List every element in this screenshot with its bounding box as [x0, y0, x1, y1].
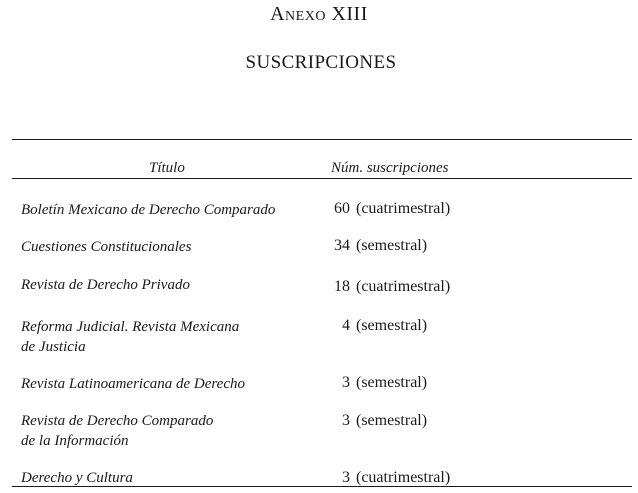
row-count-period: (semestral) [356, 412, 428, 429]
column-header-title: Título [149, 160, 185, 176]
row-count-number: 3 [342, 469, 350, 486]
row-count [330, 468, 540, 488]
row-count-period: (semestral) [356, 237, 428, 254]
row-count-period: (cuatrimestral) [356, 200, 451, 217]
row-count [330, 316, 540, 336]
section-title: SUSCRIPCIONES [245, 52, 397, 73]
row-count-number: 34 [334, 237, 350, 254]
row-count [330, 277, 540, 297]
row-count-number: 3 [342, 374, 350, 391]
row-count-period: (semestral) [356, 374, 428, 391]
row-count-period: (semestral) [356, 317, 428, 334]
row-count-period: (cuatrimestral) [356, 469, 451, 486]
row-count-number: 3 [342, 412, 350, 429]
row-title: Reforma Judicial. Revista Mexicana de Justicia [21, 319, 240, 355]
header-rule [12, 178, 632, 179]
row-count [330, 411, 540, 431]
row-count-number: 18 [334, 278, 350, 295]
row-count-period: (cuatrimestral) [356, 278, 451, 295]
row-count [330, 236, 540, 256]
annex-label-word: Anexo [270, 3, 326, 25]
row-title: Derecho y Cultura [21, 470, 133, 486]
row-title: Boletín Mexicano de Derecho Comparado [21, 202, 276, 218]
row-title: Cuestiones Constitucionales [21, 239, 192, 255]
row-count-number: 60 [334, 200, 350, 217]
column-header-count: Núm. suscripciones [331, 160, 449, 176]
row-title: Revista Latinoamericana de Derecho [21, 376, 245, 392]
annex-heading [0, 3, 638, 26]
table-bottom-rule [12, 486, 632, 487]
row-count [330, 199, 540, 219]
annex-label-number: XIII [331, 3, 368, 25]
row-count-number: 4 [342, 317, 350, 334]
row-title: Revista de Derecho Comparado de la Información [21, 413, 214, 449]
table-top-rule [12, 139, 632, 140]
row-title: Revista de Derecho Privado [21, 277, 190, 293]
row-count [330, 373, 540, 393]
